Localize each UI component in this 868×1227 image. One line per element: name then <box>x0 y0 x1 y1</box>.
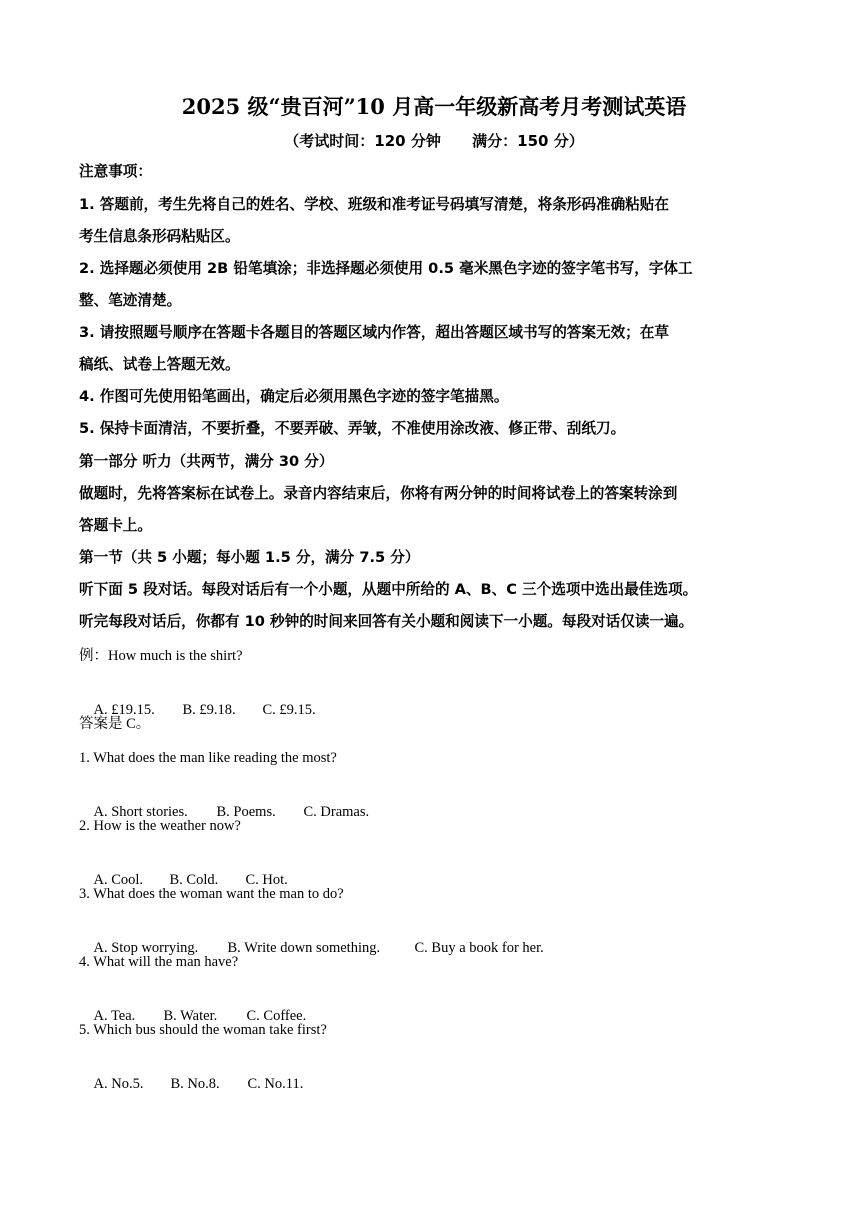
section1-instruction-line2: 听完每段对话后，你都有 10 秒钟的时间来回答有关小题和阅读下一小题。每段对话仅读一遍。 <box>79 613 694 630</box>
question-2-option-b: B. Cold. <box>169 872 219 888</box>
question-3-option-a: A. Stop worrying. <box>93 940 199 956</box>
question-1: 1. What does the man like reading the most? <box>79 750 337 766</box>
question-1-option-a: A. Short stories. <box>93 804 188 820</box>
question-5-options <box>79 1054 303 1114</box>
question-5-option-c: C. No.11. <box>247 1076 304 1092</box>
notice-item-1-line2: 考生信息条形码粘贴区。 <box>79 228 240 245</box>
question-2-option-c: C. Hot. <box>245 872 288 888</box>
part1-instruction-line2: 答题卡上。 <box>79 517 152 534</box>
example-option-c: C. £9.15. <box>262 702 316 718</box>
part1-instruction-line1: 做题时，先将答案标在试卷上。录音内容结束后，你将有两分钟的时间将试卷上的答案转涂到 <box>79 485 678 502</box>
notice-item-3-line1: 3. 请按照题号顺序在答题卡各题目的答题区域内作答，超出答题区域书写的答案无效；在草 <box>79 324 669 341</box>
notice-item-2-line1: 2. 选择题必须使用 2B 铅笔填涂；非选择题必须使用 0.5 毫米黑色字迹的签字笔书写，字体工 <box>79 260 693 277</box>
notice-item-3-line2: 稿纸、试卷上答题无效。 <box>79 356 240 373</box>
question-3-option-c: C. Buy a book for her. <box>414 940 544 956</box>
example-answer: 答案是 C。 <box>79 716 151 732</box>
example-question: 例：How much is the shirt? <box>79 648 243 664</box>
question-3: 3. What does the woman want the man to do? <box>79 886 344 902</box>
question-4: 4. What will the man have? <box>79 954 239 970</box>
question-4-option-c: C. Coffee. <box>246 1008 307 1024</box>
question-1-option-b: B. Poems. <box>216 804 276 820</box>
question-5: 5. Which bus should the woman take first? <box>79 1022 327 1038</box>
notice-item-2-line2: 整、笔迹清楚。 <box>79 292 182 309</box>
notice-item-5: 5. 保持卡面清洁，不要折叠，不要弄破、弄皱，不准使用涂改液、修正带、刮纸刀。 <box>79 420 626 437</box>
question-3-option-b: B. Write down something. <box>227 940 381 956</box>
question-5-option-a: A. No.5. <box>93 1076 144 1092</box>
question-5-option-b: B. No.8. <box>170 1076 220 1092</box>
question-1-option-c: C. Dramas. <box>303 804 370 820</box>
example-option-a: A. £19.15. <box>93 702 155 718</box>
notice-item-1-line1: 1. 答题前，考生先将自己的姓名、学校、班级和准考证号码填写清楚，将条形码准确粘贴在 <box>79 196 669 213</box>
question-2: 2. How is the weather now? <box>79 818 241 834</box>
exam-title: 2025 级“贵百河”10 月高一年级新高考月考测试英语 <box>181 94 687 119</box>
notice-item-4: 4. 作图可先使用铅笔画出，确定后必须用黑色字迹的签字笔描黑。 <box>79 388 509 405</box>
exam-subtitle: （考试时间：120 分钟 满分：150 分） <box>284 132 584 150</box>
question-4-option-b: B. Water. <box>163 1008 218 1024</box>
section1-heading: 第一节（共 5 小题；每小题 1.5 分，满分 7.5 分） <box>79 549 420 566</box>
example-option-b: B. £9.18. <box>182 702 236 718</box>
question-4-option-a: A. Tea. <box>93 1008 136 1024</box>
part1-heading: 第一部分 听力（共两节，满分 30 分） <box>79 453 334 470</box>
question-2-option-a: A. Cool. <box>93 872 144 888</box>
section1-instruction-line1: 听下面 5 段对话。每段对话后有一个小题，从题中所给的 A、B、C 三个选项中选出最佳选项。 <box>79 581 698 598</box>
notice-heading: 注意事项： <box>79 163 152 180</box>
